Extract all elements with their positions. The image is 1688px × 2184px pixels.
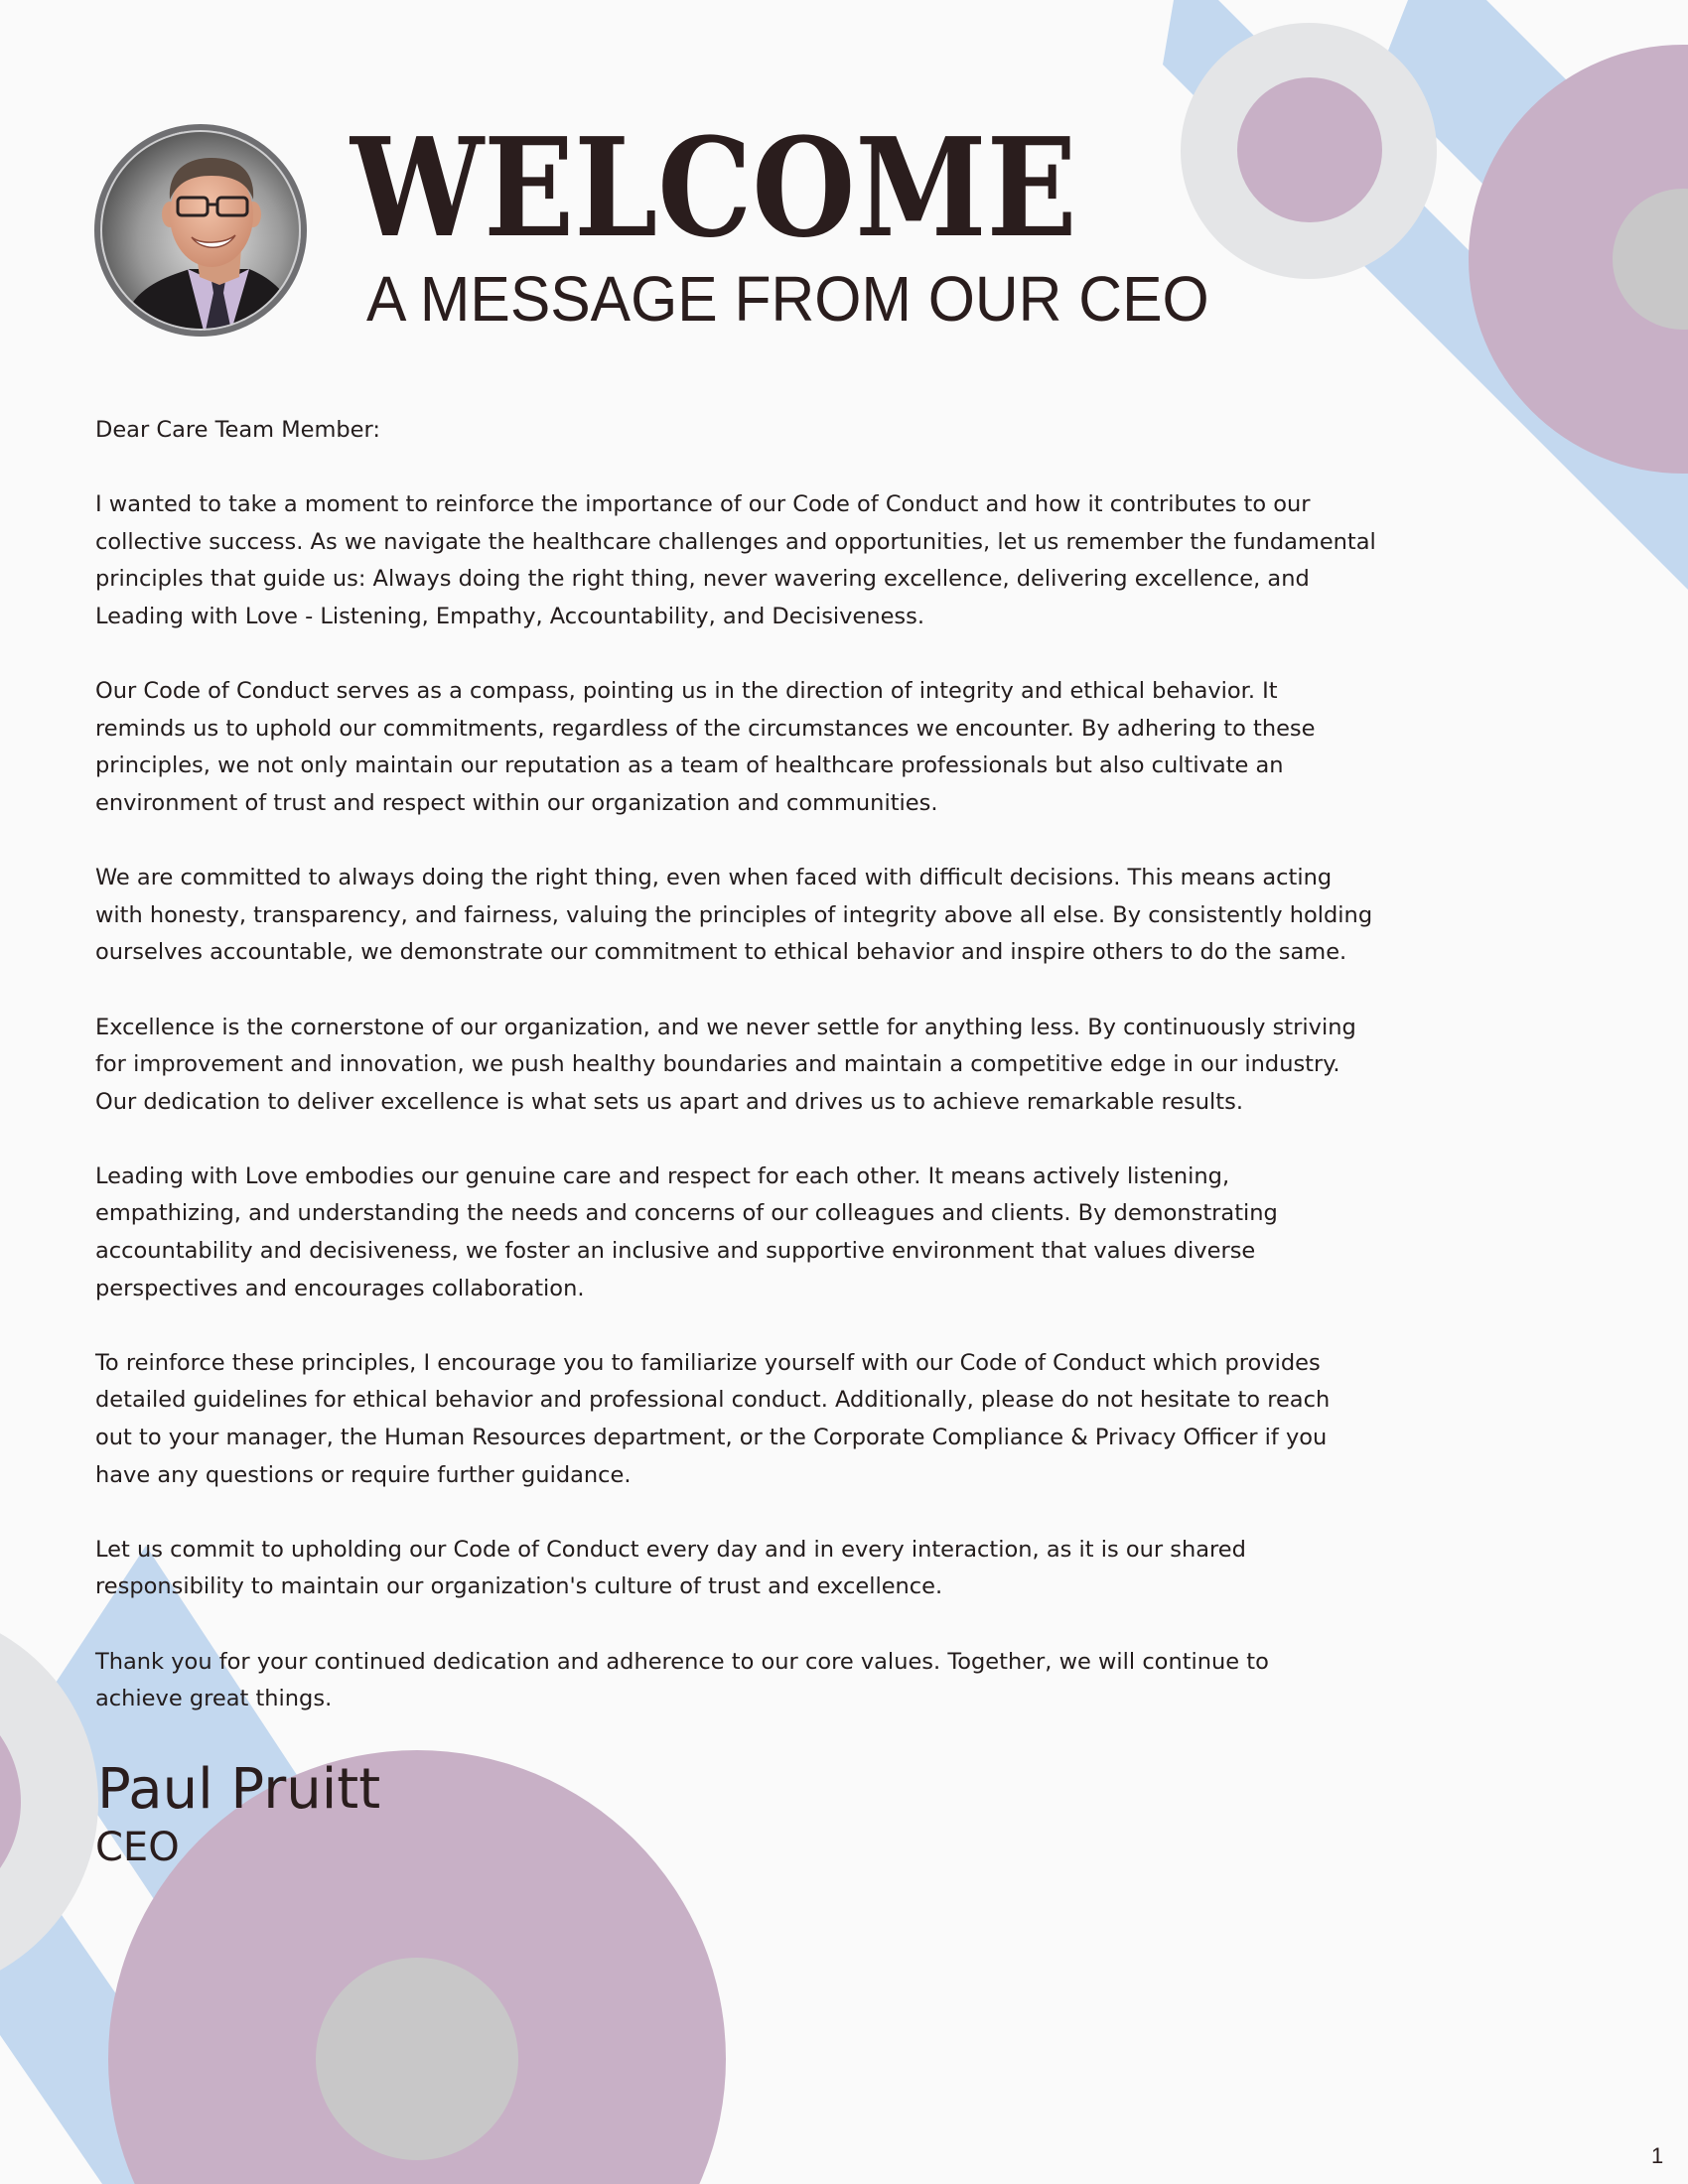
paragraph-line: achieve great things. [95, 1686, 333, 1712]
paragraph-line: Our dedication to deliver excellence is what sets us apart and drives us to achieve remarkable results. [95, 1088, 1243, 1115]
paragraph-line: principles, we not only maintain our reputation as a team of healthcare professionals but also cultivate an [95, 752, 1284, 779]
paragraph-line: Leading with Love embodies our genuine care and respect for each other. It means actively listening, [95, 1162, 1230, 1189]
paragraph-line: for improvement and innovation, we push healthy boundaries and maintain a competitive edge in our industry. [95, 1051, 1340, 1078]
paragraph-line: detailed guidelines for ethical behavior and professional conduct. Additionally, please do not hesitate to reach [95, 1387, 1331, 1414]
paragraph-line: Excellence is the cornerstone of our organization, and we never settle for anything less. By continuously striving [95, 1014, 1356, 1040]
paragraph-line: perspectives and encourages collaboration. [95, 1275, 585, 1301]
salutation [95, 412, 1376, 450]
paragraph-line: principles that guide us: Always doing the right thing, never wavering excellence, delivering excellence, and [95, 566, 1310, 593]
paragraph [95, 486, 1376, 635]
paragraph-line: have any questions or require further guidance. [95, 1461, 632, 1488]
welcome-heading: WELCOME [351, 108, 1077, 268]
paragraph-line: accountability and decisiveness, we foster an inclusive and supportive environment that values diverse [95, 1238, 1256, 1265]
ring-inner-top [1237, 77, 1382, 222]
paragraph [95, 1159, 1376, 1307]
paragraph [95, 1345, 1376, 1494]
paragraph-line: Leading with Love - Listening, Empathy, Accountability, and Decisiveness. [95, 603, 925, 629]
paragraph [95, 1532, 1376, 1606]
paragraph [95, 860, 1376, 972]
ceo-photo [94, 124, 307, 337]
paragraph-line: with honesty, transparency, and fairness, valuing the principles of integrity above all else. By consistently holding [95, 901, 1373, 928]
paragraph-line: out to your manager, the Human Resources department, or the Corporate Compliance & Privacy Officer if you [95, 1425, 1328, 1451]
paragraph-line: environment of trust and respect within our organization and communities. [95, 789, 938, 816]
letter-body [95, 412, 1376, 1718]
paragraph-line: ourselves accountable, we demonstrate our commitment to ethical behavior and inspire others to do the same. [95, 939, 1347, 966]
message-subtitle: A MESSAGE FROM OUR CEO [366, 263, 1209, 335]
paragraph [95, 673, 1376, 822]
paragraph-line: I wanted to take a moment to reinforce the importance of our Code of Conduct and how it contributes to our [95, 491, 1311, 518]
page-number: 1 [1651, 2143, 1664, 2168]
big-circle-inner-bottom [316, 1958, 518, 2160]
paragraph [95, 1010, 1376, 1122]
paragraph-line: empathizing, and understanding the needs and concerns of our colleagues and clients. By demonstrating [95, 1200, 1278, 1227]
signature-name: Paul Pruitt [97, 1757, 381, 1822]
paragraph-line: Thank you for your continued dedication and adherence to our core values. Together, we will continue to [95, 1648, 1269, 1675]
paragraph-line: Let us commit to upholding our Code of Conduct every day and in every interaction, as it is our shared [95, 1536, 1246, 1563]
paragraph-line: responsibility to maintain our organization's culture of trust and excellence. [95, 1573, 943, 1600]
salutation-text: Dear Care Team Member: [95, 417, 380, 443]
paragraph-line: collective success. As we navigate the healthcare challenges and opportunities, let us remember the fundamental [95, 528, 1376, 555]
paragraph-line: reminds us to uphold our commitments, regardless of the circumstances we encounter. By adhering to these [95, 715, 1316, 742]
paragraph-line: To reinforce these principles, I encourage you to familiarize yourself with our Code of Conduct which provides [95, 1349, 1321, 1376]
signature-title: CEO [95, 1825, 180, 1870]
paragraph-line: Our Code of Conduct serves as a compass, pointing us in the direction of integrity and ethical behavior. It [95, 678, 1278, 705]
ceo-portrait-icon [100, 130, 301, 331]
paragraph-line: We are committed to always doing the right thing, even when faced with difficult decisions. This means acting [95, 865, 1333, 891]
paragraph [95, 1644, 1376, 1718]
